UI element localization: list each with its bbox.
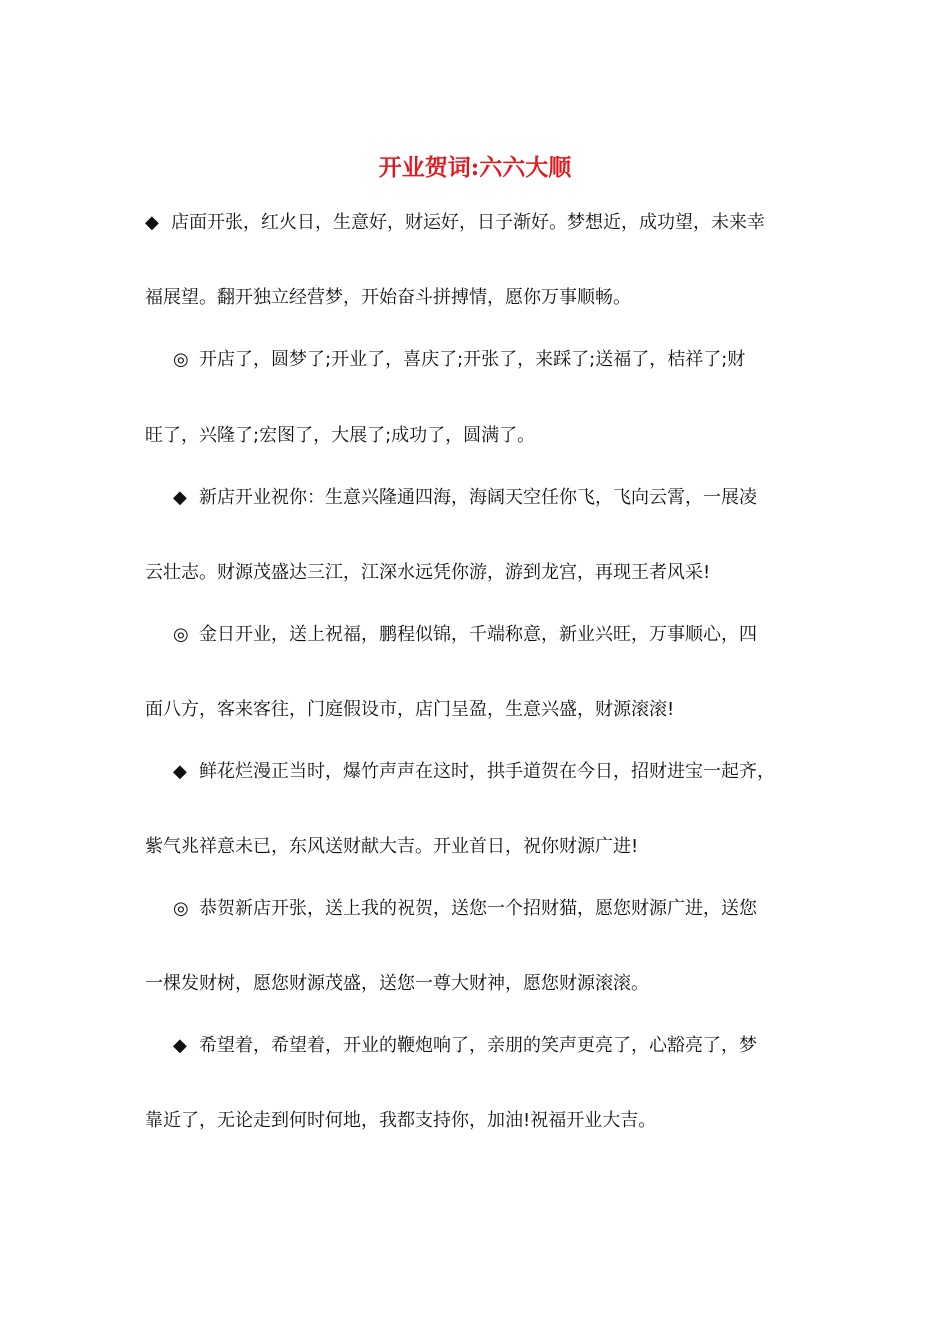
paragraph-3-line-1 [173,483,825,513]
paragraph-text: 店面开张，红火日，生意好，财运好，日子渐好。梦想近，成功望，未来幸 [171,212,765,233]
diamond-bullet-icon: ◆ [173,761,187,782]
circle-bullet-icon: ◎ [173,349,189,370]
document-title: 开业贺词:六六大顺 [378,154,572,181]
diamond-bullet-icon: ◆ [173,1035,187,1056]
paragraph-6-line-1 [173,894,825,924]
paragraph-2-line-2: 旺了，兴隆了;宏图了，大展了;成功了，圆满了。 [145,425,536,446]
paragraph-5-line-2: 紫气兆祥意未已，东风送财献大吉。开业首日，祝你财源广进! [145,836,639,857]
circle-bullet-icon: ◎ [173,898,189,919]
paragraph-text: 新店开业祝你：生意兴隆通四海，海阔天空任你飞，飞向云霄，一展凌 [199,487,757,508]
paragraph-7-line-2: 靠近了，无论走到何时何地，我都支持你，加油!祝福开业大吉。 [145,1110,657,1131]
paragraph-4-line-1 [173,620,825,650]
paragraph-3-line-2: 云壮志。财源茂盛达三江，江深水远凭你游，游到龙宫，再现王者风采! [145,562,711,583]
paragraph-1-line-2: 福展望。翻开独立经营梦，开始奋斗拼搏情，愿你万事顺畅。 [145,287,631,308]
paragraph-text: 金日开业，送上祝福，鹏程似锦，千端称意，新业兴旺，万事顺心，四 [199,624,757,645]
paragraph-4-line-2: 面八方，客来客往，门庭假设市，店门呈盈，生意兴盛，财源滚滚! [145,699,675,720]
paragraph-6-line-2: 一棵发财树，愿您财源茂盛，送您一尊大财神，愿您财源滚滚。 [145,973,649,994]
paragraph-text: 希望着，希望着，开业的鞭炮响了，亲朋的笑声更亮了，心豁亮了，梦 [199,1035,757,1056]
diamond-bullet-icon: ◆ [173,487,187,508]
paragraph-1-line-1 [145,208,825,238]
circle-bullet-icon: ◎ [173,624,189,645]
paragraph-text: 鲜花烂漫正当时，爆竹声声在这时，拱手道贺在今日，招财进宝一起齐， [199,761,775,782]
paragraph-text: 开店了，圆梦了;开业了，喜庆了;开张了，来踩了;送福了，桔祥了;财 [199,349,746,370]
paragraph-2-line-1 [173,345,825,375]
diamond-bullet-icon: ◆ [145,212,159,233]
paragraph-text: 恭贺新店开张，送上我的祝贺，送您一个招财猫，愿您财源广进，送您 [199,898,757,919]
paragraph-7-line-1 [173,1031,825,1061]
paragraph-5-line-1 [173,757,825,787]
